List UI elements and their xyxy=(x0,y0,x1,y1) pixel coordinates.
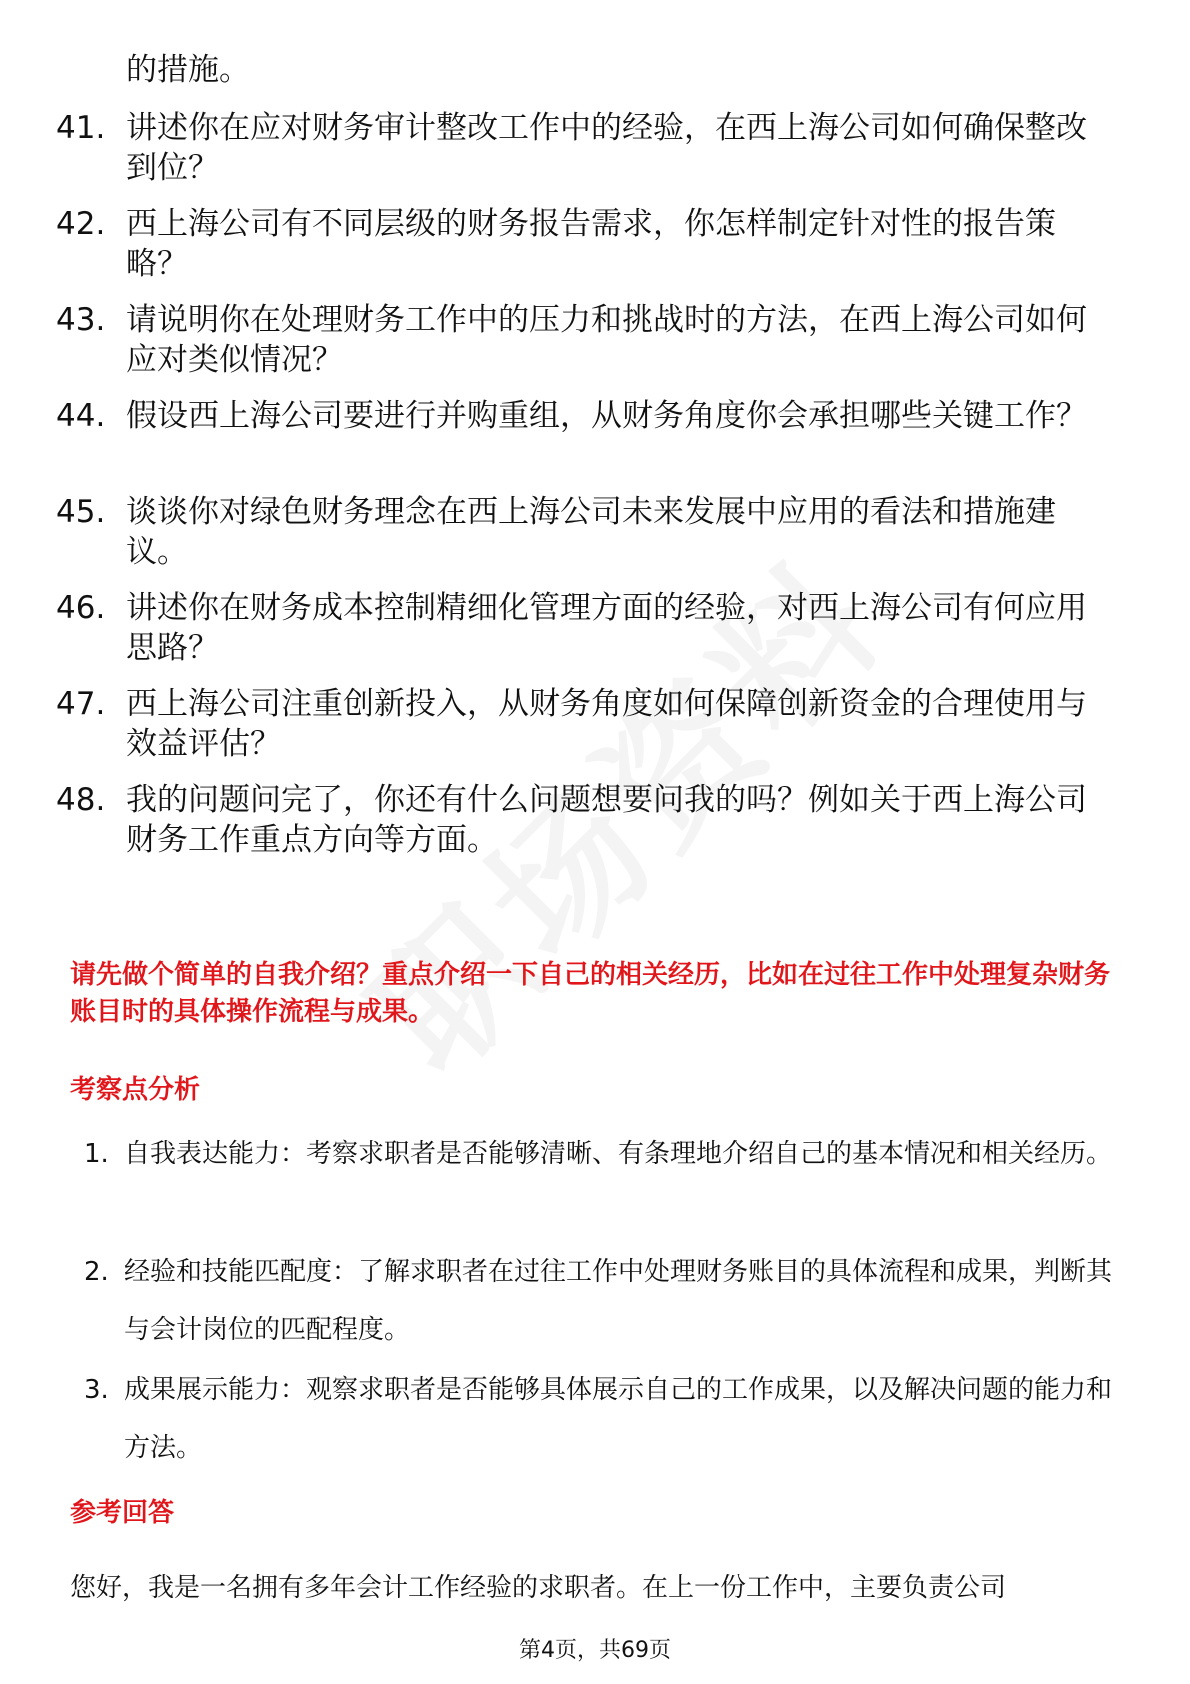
analysis-number: 2. xyxy=(84,1257,109,1287)
analysis-heading: 考察点分析 xyxy=(70,1075,201,1105)
question-number: 41. xyxy=(56,110,106,146)
page-footer: 第4页，共69页 xyxy=(519,1638,671,1663)
question-number: 48. xyxy=(56,782,106,818)
question-number: 46. xyxy=(56,590,106,626)
analysis-text: 成果展示能力：观察求职者是否能够具体展示自己的工作成果，以及解决问题的能力和方法。 xyxy=(124,1375,1113,1463)
question-item xyxy=(56,780,1116,860)
question-number: 45. xyxy=(56,494,106,530)
question-text: 西上海公司注重创新投入，从财务角度如何保障创新资金的合理使用与效益评估？ xyxy=(126,686,1087,762)
question-continuation: 的措施。 xyxy=(126,52,250,88)
analysis-number: 3. xyxy=(84,1375,109,1405)
analysis-item xyxy=(84,1125,1124,1183)
question-text: 我的问题问完了，你还有什么问题想要问我的吗？例如关于西上海公司财务工作重点方向等方面。 xyxy=(126,782,1087,858)
analysis-number: 1. xyxy=(84,1139,109,1169)
question-item xyxy=(56,684,1116,764)
question-item xyxy=(56,492,1116,572)
question-number: 43. xyxy=(56,302,106,338)
question-text: 讲述你在财务成本控制精细化管理方面的经验，对西上海公司有何应用思路？ xyxy=(126,590,1087,666)
analysis-item xyxy=(84,1361,1124,1477)
question-number: 42. xyxy=(56,206,106,242)
analysis-text: 经验和技能匹配度：了解求职者在过往工作中处理财务账目的具体流程和成果，判断其与会计岗位的匹配程度。 xyxy=(124,1257,1113,1345)
question-item xyxy=(56,300,1116,380)
question-text: 谈谈你对绿色财务理念在西上海公司未来发展中应用的看法和措施建议。 xyxy=(126,494,1056,570)
analysis-item xyxy=(84,1243,1124,1359)
analysis-text: 自我表达能力：考察求职者是否能够清晰、有条理地介绍自己的基本情况和相关经历。 xyxy=(124,1139,1113,1169)
question-item xyxy=(56,588,1116,668)
question-item xyxy=(56,204,1116,284)
question-number: 44. xyxy=(56,398,106,434)
question-number: 47. xyxy=(56,686,106,722)
answer-paragraph: 您好，我是一名拥有多年会计工作经验的求职者。在上一份工作中，主要负责公司 xyxy=(70,1573,1007,1603)
question-text: 西上海公司有不同层级的财务报告需求，你怎样制定针对性的报告策略？ xyxy=(126,206,1056,282)
question-text: 假设西上海公司要进行并购重组，从财务角度你会承担哪些关键工作？ xyxy=(126,398,1087,434)
answer-heading: 参考回答 xyxy=(70,1498,175,1528)
question-item xyxy=(56,108,1116,188)
question-text: 讲述你在应对财务审计整改工作中的经验，在西上海公司如何确保整改到位？ xyxy=(126,110,1087,186)
featured-question: 请先做个简单的自我介绍？重点介绍一下自己的相关经历，比如在过往工作中处理复杂财务账目时的具体操作流程与成果。 xyxy=(70,960,1111,1027)
question-item xyxy=(56,396,1116,436)
question-text: 请说明你在处理财务工作中的压力和挑战时的方法，在西上海公司如何应对类似情况？ xyxy=(126,302,1087,378)
